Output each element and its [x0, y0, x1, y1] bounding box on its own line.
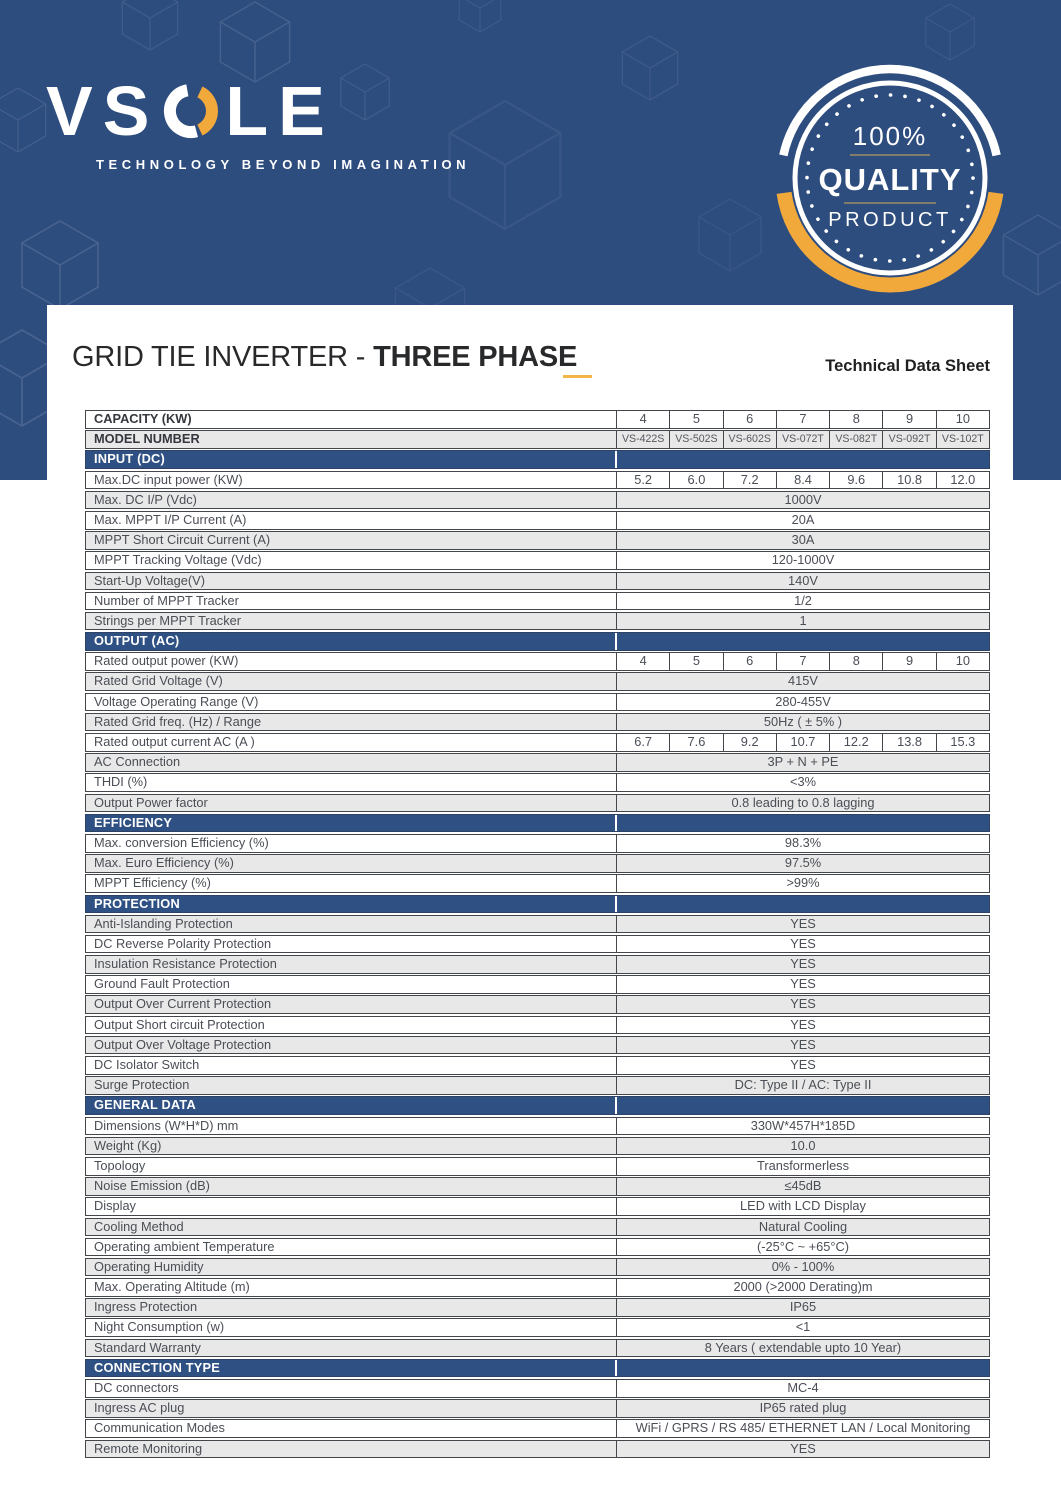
- spec-values: [617, 573, 989, 590]
- spec-value: 20A: [791, 511, 815, 527]
- spec-row: [85, 1218, 990, 1237]
- spec-row: [85, 511, 990, 530]
- spec-values: [617, 694, 989, 711]
- section-header-row: [85, 895, 990, 914]
- spec-row: [85, 1056, 990, 1075]
- spec-row: [85, 1036, 990, 1055]
- spec-values: [617, 1340, 989, 1357]
- spec-label: Rated output current AC (A ): [86, 734, 617, 751]
- spec-values: [617, 875, 989, 892]
- spec-row: [85, 693, 990, 712]
- spec-value: WiFi / GPRS / RS 485/ ETHERNET LAN / Local Monitoring: [635, 1420, 971, 1436]
- spec-row: [85, 410, 990, 429]
- spec-value: <3%: [790, 774, 816, 790]
- spec-value-cell: 9: [882, 653, 935, 670]
- spec-label: DC connectors: [86, 1380, 617, 1397]
- spec-value: YES: [790, 915, 816, 931]
- spec-value: YES: [790, 1016, 816, 1032]
- spec-values: [617, 774, 989, 791]
- spec-value-cell: VS-072T: [776, 431, 829, 448]
- spec-value: 50Hz ( ± 5% ): [763, 713, 843, 729]
- spec-values: [617, 1259, 989, 1276]
- spec-value: Natural Cooling: [758, 1218, 848, 1234]
- datasheet-label: Technical Data Sheet: [825, 357, 990, 375]
- spec-value-cell: 10.8: [882, 472, 935, 489]
- spec-value: YES: [790, 1057, 816, 1072]
- quality-badge-icon: [772, 60, 1008, 296]
- spec-row: [85, 834, 990, 853]
- spec-values: [617, 552, 989, 569]
- spec-row: [85, 1016, 990, 1035]
- section-header-row: [85, 1359, 990, 1378]
- spec-values: [617, 795, 989, 812]
- spec-values: [617, 1118, 989, 1135]
- section-header-row: [85, 814, 990, 833]
- section-header-row: [85, 450, 990, 469]
- spec-row: [85, 794, 990, 813]
- spec-value: YES: [790, 996, 816, 1012]
- spec-row: [85, 471, 990, 490]
- spec-values: [617, 956, 989, 973]
- spec-row: [85, 1177, 990, 1196]
- spec-value: 1/2: [794, 592, 812, 608]
- spec-label: MPPT Efficiency (%): [86, 875, 617, 892]
- spec-values: [617, 1017, 989, 1034]
- spec-row: [85, 1318, 990, 1337]
- spec-value: YES: [790, 1440, 816, 1456]
- content-panel: [47, 305, 1013, 1500]
- spec-label: Output Over Voltage Protection: [86, 1037, 617, 1054]
- spec-label: Max. Euro Efficiency (%): [86, 855, 617, 872]
- spec-row: [85, 874, 990, 893]
- spec-row: [85, 733, 990, 752]
- spec-row: [85, 612, 990, 631]
- spec-value-cell: VS-092T: [882, 431, 935, 448]
- spec-value: YES: [790, 956, 816, 972]
- spec-value-cell: 7.2: [723, 472, 776, 489]
- spec-value-cell: 13.8: [882, 734, 935, 751]
- spec-label: Output Power factor: [86, 795, 617, 812]
- spec-value-cell: 4: [639, 411, 647, 426]
- spec-values: [617, 1158, 989, 1175]
- spec-value-cell: VS-102T: [936, 431, 989, 448]
- spec-values: [617, 451, 989, 468]
- spec-value-cell: 10.7: [776, 734, 829, 751]
- spec-value-cell: 5: [669, 411, 722, 428]
- badge-middle-text: QUALITY: [818, 162, 962, 197]
- spec-row: [85, 773, 990, 792]
- spec-label: Standard Warranty: [86, 1340, 617, 1357]
- spec-label: Start-Up Voltage(V): [86, 573, 617, 590]
- spec-value-cell: 5.2: [634, 471, 653, 487]
- spec-row: [85, 1399, 990, 1418]
- spec-value-cell: VS-602S: [723, 431, 776, 448]
- spec-label: Dimensions (W*H*D) mm: [86, 1118, 617, 1135]
- spec-label: Topology: [86, 1158, 617, 1175]
- spec-values: [617, 1319, 989, 1336]
- spec-value: (-25°C ~ +65°C): [756, 1238, 850, 1254]
- spec-value-cell: 9.6: [829, 472, 882, 489]
- spec-label: MPPT Short Circuit Current (A): [86, 532, 617, 549]
- spec-label: Communication Modes: [86, 1420, 617, 1437]
- spec-value-cell: 4: [639, 653, 647, 669]
- spec-values: [617, 916, 989, 933]
- spec-values: [617, 431, 989, 448]
- spec-value-cell: 7.6: [669, 734, 722, 751]
- spec-value-cell: VS-502S: [669, 431, 722, 448]
- spec-row: [85, 935, 990, 954]
- spec-values: [617, 1219, 989, 1236]
- spec-label: Cooling Method: [86, 1219, 617, 1236]
- spec-label: Night Consumption (w): [86, 1319, 617, 1336]
- spec-value: 1: [799, 612, 807, 628]
- brand-tagline: TECHNOLOGY BEYOND IMAGINATION: [96, 157, 471, 172]
- spec-value-cell: 10: [936, 411, 989, 428]
- spec-row: [85, 430, 990, 449]
- spec-label: Max.DC input power (KW): [86, 472, 617, 489]
- spec-row: [85, 1440, 990, 1459]
- spec-value-cell: 6: [723, 411, 776, 428]
- spec-value-cell: 10: [936, 653, 989, 670]
- spec-value: Transformerless: [757, 1157, 849, 1173]
- spec-label: Voltage Operating Range (V): [86, 694, 617, 711]
- brand-logo: [46, 72, 335, 150]
- spec-row: [85, 491, 990, 510]
- spec-values: [617, 936, 989, 953]
- spec-value-cell: 9: [882, 411, 935, 428]
- spec-label: Remote Monitoring: [86, 1441, 617, 1458]
- spec-label: Insulation Resistance Protection: [86, 956, 617, 973]
- spec-values: [617, 1279, 989, 1296]
- spec-values: [617, 593, 989, 610]
- spec-row: [85, 753, 990, 772]
- spec-values: [617, 613, 989, 630]
- section-header-row: [85, 632, 990, 651]
- spec-value: 0% - 100%: [771, 1258, 835, 1274]
- spec-label: Weight (Kg): [86, 1138, 617, 1155]
- spec-values: [617, 673, 989, 690]
- spec-label: Ingress AC plug: [86, 1400, 617, 1417]
- spec-value: LED with LCD Display: [740, 1198, 866, 1214]
- spec-row: [85, 854, 990, 873]
- spec-value: 415V: [788, 673, 818, 689]
- spec-value-cell: 15.3: [936, 734, 989, 751]
- logo-text-prefix: VS: [46, 72, 160, 150]
- spec-label: MODEL NUMBER: [86, 431, 617, 448]
- spec-values: [617, 532, 989, 549]
- spec-label: Display: [86, 1198, 617, 1215]
- spec-row: [85, 1298, 990, 1317]
- spec-values: [617, 1097, 989, 1114]
- spec-row: [85, 1117, 990, 1136]
- spec-values: [617, 835, 989, 852]
- section-header-row: [85, 1096, 990, 1115]
- spec-values: [617, 996, 989, 1013]
- spec-value-cell: 12.0: [936, 472, 989, 489]
- spec-row: [85, 1419, 990, 1438]
- spec-label: DC Reverse Polarity Protection: [86, 936, 617, 953]
- spec-values: [617, 1239, 989, 1256]
- spec-value: 140V: [788, 572, 818, 588]
- spec-value-cell: 6.0: [669, 472, 722, 489]
- spec-values: [617, 1420, 989, 1437]
- spec-label: Operating Humidity: [86, 1259, 617, 1276]
- spec-values: [617, 896, 989, 913]
- spec-label: Ingress Protection: [86, 1299, 617, 1316]
- spec-value-cell: 7: [776, 411, 829, 428]
- spec-value: 97.5%: [784, 855, 822, 871]
- spec-row: [85, 995, 990, 1014]
- spec-values: [617, 1057, 989, 1074]
- spec-values: [617, 1138, 989, 1155]
- spec-row: [85, 592, 990, 611]
- spec-value: ≤45dB: [784, 1178, 822, 1194]
- spec-values: [617, 855, 989, 872]
- spec-row: [85, 955, 990, 974]
- spec-value: IP65 rated plug: [759, 1400, 847, 1416]
- section-title: GENERAL DATA: [86, 1097, 617, 1114]
- spec-value-cell: 8: [829, 653, 882, 670]
- badge-top-text: 100%: [852, 121, 928, 151]
- section-title: OUTPUT (AC): [86, 633, 617, 650]
- spec-label: Max. MPPT I/P Current (A): [86, 512, 617, 529]
- spec-value-cell: 8: [829, 411, 882, 428]
- spec-value: DC: Type II / AC: Type II: [734, 1077, 872, 1093]
- spec-label: Surge Protection: [86, 1077, 617, 1094]
- spec-label: Rated Grid Voltage (V): [86, 673, 617, 690]
- spec-value: 8 Years ( extendable upto 10 Year): [704, 1339, 902, 1355]
- spec-row: [85, 713, 990, 732]
- spec-row: [85, 652, 990, 671]
- spec-row: [85, 1137, 990, 1156]
- spec-values: [617, 1037, 989, 1054]
- spec-label: Operating ambient Temperature: [86, 1239, 617, 1256]
- spec-label: AC Connection: [86, 754, 617, 771]
- spec-label: Output Short circuit Protection: [86, 1017, 617, 1034]
- spec-values: [617, 815, 989, 832]
- spec-values: [617, 1380, 989, 1397]
- spec-value-cell: 8.4: [776, 472, 829, 489]
- spec-row: [85, 1157, 990, 1176]
- spec-row: [85, 672, 990, 691]
- section-title: EFFICIENCY: [86, 815, 617, 832]
- spec-value: 120-1000V: [771, 552, 835, 568]
- spec-values: [617, 1178, 989, 1195]
- spec-label: Max. Operating Altitude (m): [86, 1279, 617, 1296]
- spec-label: Max. DC I/P (Vdc): [86, 492, 617, 509]
- spec-label: Max. conversion Efficiency (%): [86, 835, 617, 852]
- spec-label: CAPACITY (KW): [86, 411, 617, 428]
- spec-values: [617, 411, 989, 428]
- spec-value: 330W*457H*185D: [750, 1117, 856, 1133]
- spec-row: [85, 1278, 990, 1297]
- spec-value-cell: 6.7: [634, 734, 653, 749]
- spec-value-cell: 12.2: [829, 734, 882, 751]
- spec-row: [85, 1197, 990, 1216]
- spec-values: [617, 472, 989, 489]
- spec-values: [617, 1441, 989, 1458]
- spec-value: YES: [790, 1036, 816, 1052]
- spec-value: 280-455V: [775, 693, 831, 709]
- section-title: INPUT (DC): [86, 451, 617, 468]
- spec-label: Strings per MPPT Tracker: [86, 613, 617, 630]
- spec-row: [85, 975, 990, 994]
- spec-label: DC Isolator Switch: [86, 1057, 617, 1074]
- spec-values: [617, 492, 989, 509]
- spec-table: [85, 410, 990, 1460]
- spec-values: [617, 1077, 989, 1094]
- spec-value: >99%: [786, 875, 820, 891]
- spec-values: [617, 734, 989, 751]
- spec-label: MPPT Tracking Voltage (Vdc): [86, 552, 617, 569]
- spec-label: Anti-Islanding Protection: [86, 916, 617, 933]
- spec-values: [617, 754, 989, 771]
- spec-values: [617, 633, 989, 650]
- spec-row: [85, 1076, 990, 1095]
- spec-value: 3P + N + PE: [767, 754, 839, 770]
- spec-value: 10.0: [790, 1137, 816, 1153]
- spec-label: Rated output power (KW): [86, 653, 617, 670]
- section-title: PROTECTION: [86, 896, 617, 913]
- page-title-strong: THREE PHASE: [373, 341, 578, 373]
- spec-values: [617, 1299, 989, 1316]
- spec-label: Rated Grid freq. (Hz) / Range: [86, 714, 617, 731]
- spec-value: IP65: [789, 1299, 817, 1315]
- page-title: [72, 341, 577, 374]
- spec-label: THDI (%): [86, 774, 617, 791]
- spec-value: YES: [790, 976, 816, 992]
- spec-value: <1: [795, 1319, 811, 1335]
- spec-values: [617, 1400, 989, 1417]
- spec-value: 98.3%: [784, 834, 822, 850]
- spec-value: 0.8 leading to 0.8 lagging: [731, 794, 875, 810]
- spec-label: Number of MPPT Tracker: [86, 593, 617, 610]
- spec-row: [85, 531, 990, 550]
- badge-bottom-text: PRODUCT: [828, 209, 952, 231]
- spec-row: [85, 572, 990, 591]
- spec-row: [85, 1238, 990, 1257]
- spec-value: MC-4: [787, 1380, 819, 1395]
- spec-row: [85, 915, 990, 934]
- spec-values: [617, 1360, 989, 1377]
- spec-values: [617, 976, 989, 993]
- spec-value-cell: 7: [776, 653, 829, 670]
- logo-text-suffix: LE: [225, 72, 335, 150]
- spec-value: 2000 (>2000 Derating)m: [733, 1279, 873, 1295]
- spec-label: Ground Fault Protection: [86, 976, 617, 993]
- spec-row: [85, 1339, 990, 1358]
- section-title: CONNECTION TYPE: [86, 1360, 617, 1377]
- spec-value-cell: 6: [723, 653, 776, 670]
- page-title-light: GRID TIE INVERTER -: [72, 341, 374, 373]
- spec-value-cell: VS-082T: [829, 431, 882, 448]
- spec-label: Noise Emission (dB): [86, 1178, 617, 1195]
- spec-value: 1000V: [784, 491, 822, 507]
- spec-values: [617, 512, 989, 529]
- spec-row: [85, 551, 990, 570]
- spec-row: [85, 1258, 990, 1277]
- spec-value-cell: VS-422S: [621, 433, 665, 446]
- spec-value-cell: 9.2: [723, 734, 776, 751]
- spec-label: Output Over Current Protection: [86, 996, 617, 1013]
- spec-values: [617, 653, 989, 670]
- spec-value-cell: 5: [669, 653, 722, 670]
- title-accent-underline: [563, 375, 592, 378]
- logo-o-ring-icon: [161, 81, 221, 141]
- spec-values: [617, 1198, 989, 1215]
- spec-row: [85, 1379, 990, 1398]
- spec-value: YES: [790, 935, 816, 951]
- spec-value: 30A: [791, 532, 815, 548]
- spec-values: [617, 714, 989, 731]
